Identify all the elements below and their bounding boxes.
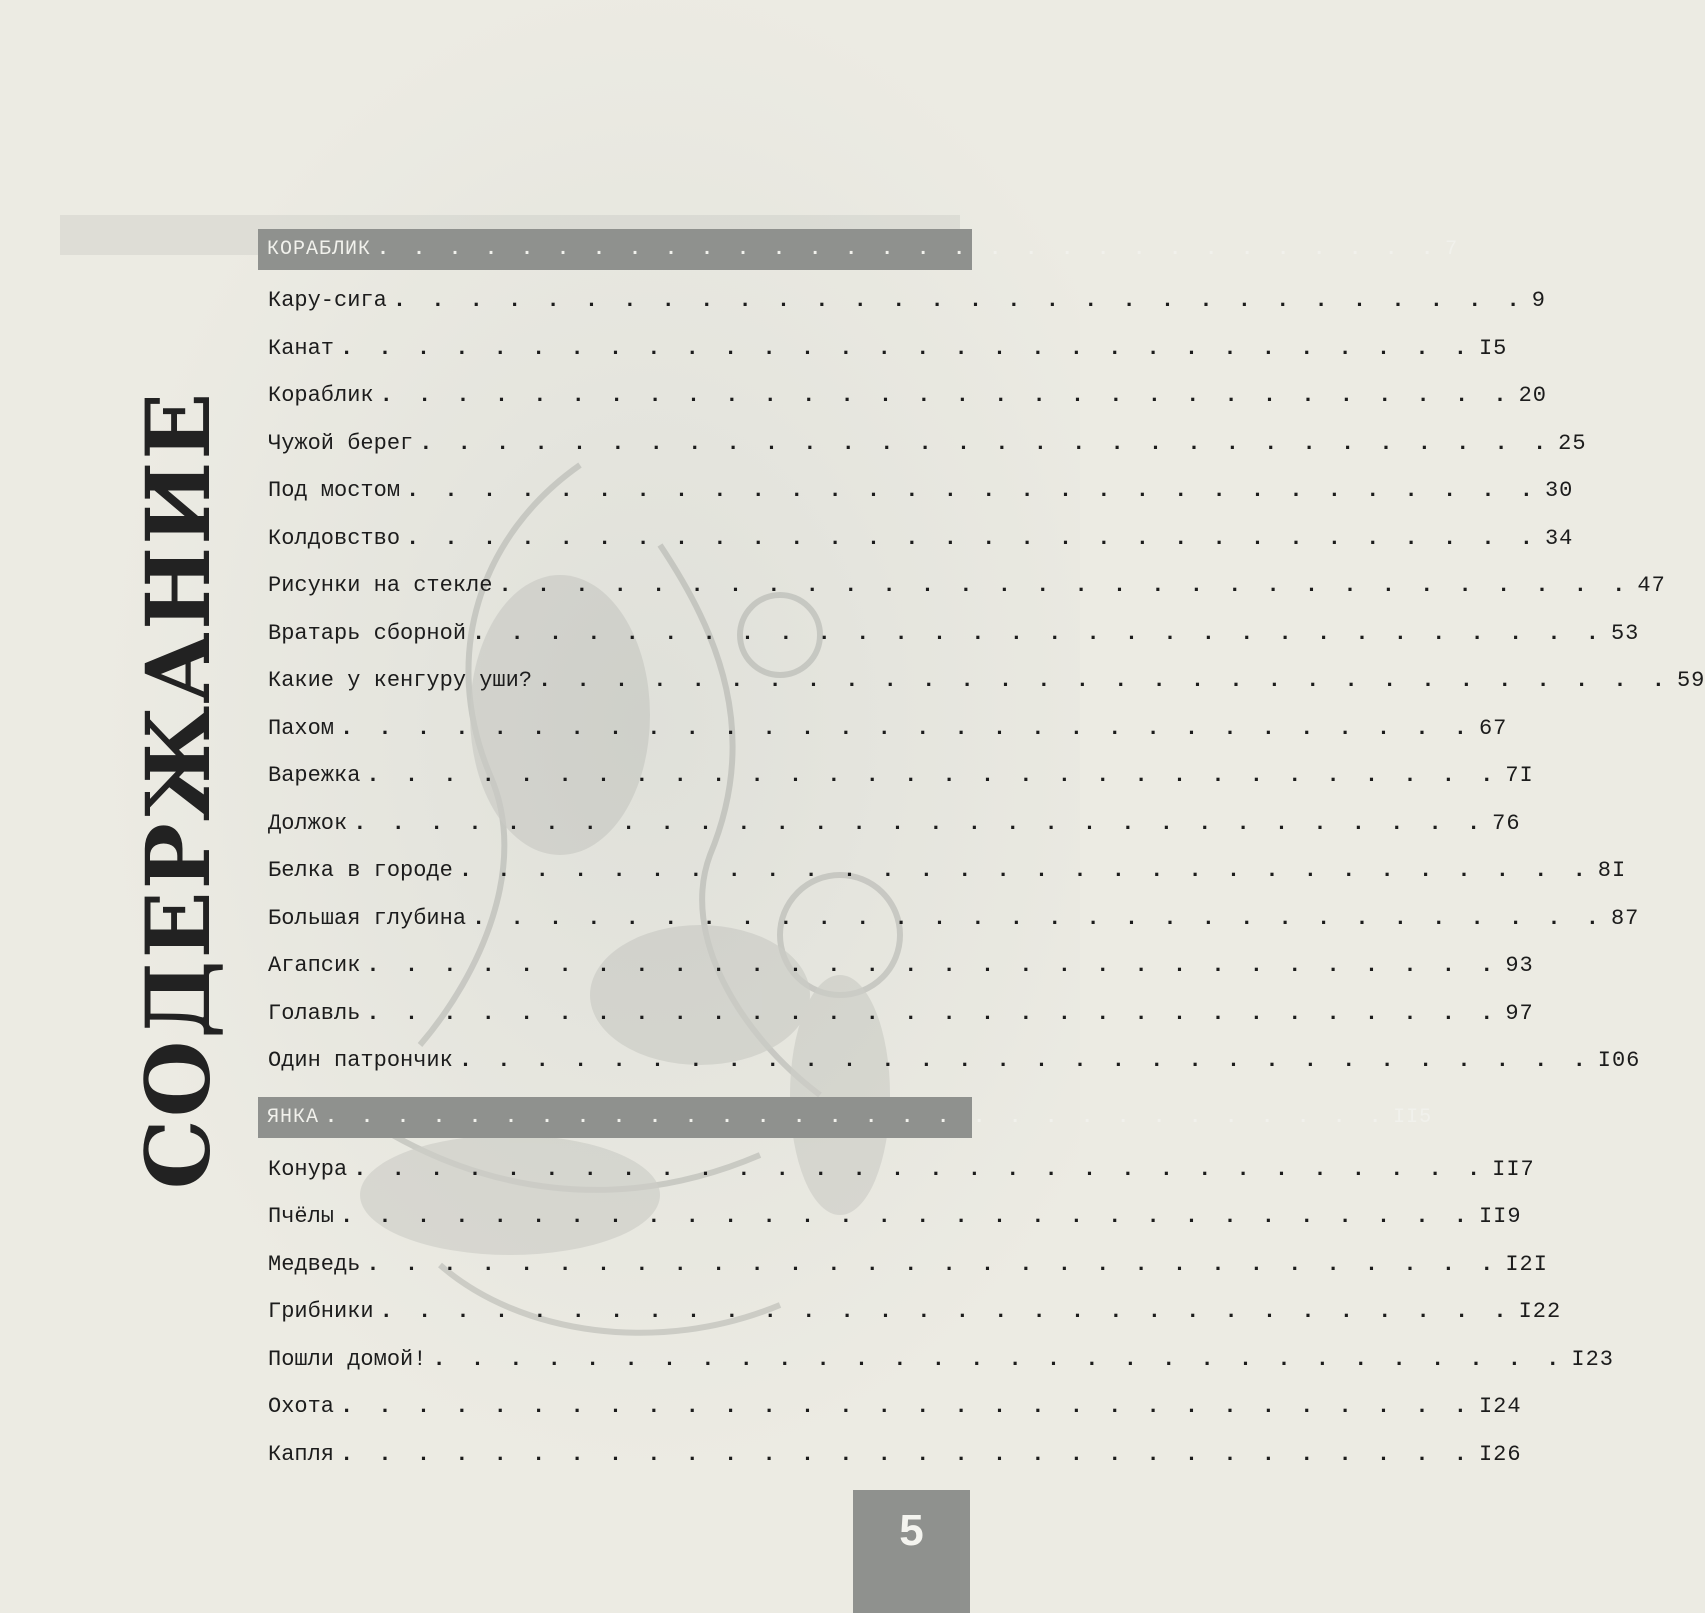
entry-title: Рисунки на стекле xyxy=(268,573,493,599)
entry-page-number: I24 xyxy=(1478,1394,1522,1420)
entry-page-number: 53 xyxy=(1610,620,1640,646)
dot-leader: . . . . . . . . . . . . . . . . . . . . . . . . . . . . . . xyxy=(379,383,1513,409)
toc-entry[interactable] xyxy=(258,895,1640,943)
entry-title: Под мостом xyxy=(268,478,401,504)
toc-entry[interactable] xyxy=(258,372,1547,420)
toc-entry[interactable] xyxy=(258,610,1640,658)
entry-title: Чужой берег xyxy=(268,430,414,456)
dot-leader: . . . . . . . . . . . . . . . . . . . . . . . . . . . . . . xyxy=(458,858,1592,884)
entry-page-number: 97 xyxy=(1505,1000,1534,1026)
dot-leader: . . . . . . . . . . . . . . . . . . . . . . . . . . . . . . xyxy=(406,478,1539,504)
entry-title: Грибники xyxy=(268,1299,374,1325)
entry-page-number: 59 xyxy=(1676,668,1705,694)
toc-entry[interactable] xyxy=(258,325,1508,373)
section-page-number: II5 xyxy=(1393,1105,1433,1129)
toc-entry[interactable] xyxy=(258,562,1666,610)
entry-title: Один патрончик xyxy=(268,1048,453,1074)
toc-entry[interactable] xyxy=(258,277,1546,325)
entry-title: Кораблик xyxy=(268,383,374,409)
section-spacer xyxy=(258,1085,972,1097)
entry-title: Медведь xyxy=(268,1251,361,1277)
dot-leader: . . . . . . . . . . . . . . . . . . . . . . . . . . . . . . xyxy=(340,335,1473,361)
dot-leader: . . . . . . . . . . . . . . . . . . . . . . . . . . . . . . xyxy=(458,1048,1592,1074)
dot-leader: . . . . . . . . . . . . . . . . . . . . . . . . . . . . . . xyxy=(340,1204,1473,1230)
entry-title: Вратарь сборной xyxy=(268,620,467,646)
page-number-text: 5 xyxy=(899,1506,924,1555)
entry-page-number: 93 xyxy=(1505,953,1534,979)
entry-title: Агапсик xyxy=(268,953,361,979)
toc-entry[interactable] xyxy=(258,1336,1614,1384)
entry-page-number: 7I xyxy=(1505,763,1534,789)
toc-entry[interactable] xyxy=(258,1383,1522,1431)
entry-page-number: I5 xyxy=(1478,335,1508,361)
section-header-korablik[interactable] xyxy=(258,229,1459,270)
entry-title: Большая глубина xyxy=(268,905,467,931)
toc-entry[interactable] xyxy=(258,942,1534,990)
dot-leader: . . . . . . . . . . . . . . . . . . . . . . . . . . . . . . xyxy=(325,1105,1388,1129)
dot-leader: . . . . . . . . . . . . . . . . . . . . . . . . . . . . . . xyxy=(392,288,1526,314)
dot-leader: . . . . . . . . . . . . . . . . . . . . . . . . . . . . . . xyxy=(538,668,1671,694)
toc-entry[interactable] xyxy=(258,1193,1522,1241)
entry-page-number: 76 xyxy=(1492,810,1521,836)
entry-page-number: I22 xyxy=(1518,1299,1562,1325)
toc-entry[interactable] xyxy=(258,1037,1641,1085)
toc-entry[interactable] xyxy=(258,705,1508,753)
dot-leader: . . . . . . . . . . . . . . . . . . . . . . . . . . . . . . xyxy=(353,810,1487,836)
dot-leader: . . . . . . . . . . . . . . . . . . . . . . . . . . . . . . xyxy=(472,905,1605,931)
entry-title: Белка в городе xyxy=(268,858,453,884)
entry-title: Охота xyxy=(268,1394,335,1420)
table-of-contents xyxy=(258,229,1705,1478)
section-title: ЯНКА xyxy=(267,1105,320,1129)
entry-title: Должок xyxy=(268,810,348,836)
entry-title: Пчёлы xyxy=(268,1204,335,1230)
toc-entry[interactable] xyxy=(258,1431,1522,1479)
dot-leader: . . . . . . . . . . . . . . . . . . . . . . . . . . . . . . xyxy=(366,763,1500,789)
dot-leader: . . . . . . . . . . . . . . . . . . . . . . . . . . . . . . xyxy=(377,238,1440,261)
page-number xyxy=(853,1490,970,1613)
dot-leader: . . . . . . . . . . . . . . . . . . . . . . . . . . . . . . xyxy=(340,715,1473,741)
section-entries-yanka xyxy=(258,1138,1614,1479)
entry-page-number: 20 xyxy=(1518,383,1547,409)
entry-page-number: I2I xyxy=(1505,1251,1548,1277)
dot-leader: . . . . . . . . . . . . . . . . . . . . . . . . . . . . . . xyxy=(366,953,1500,979)
toc-entry[interactable] xyxy=(258,467,1574,515)
toc-entry[interactable] xyxy=(258,847,1627,895)
entry-title: Пахом xyxy=(268,715,335,741)
entry-page-number: 47 xyxy=(1637,573,1666,599)
entry-title: Капля xyxy=(268,1441,335,1467)
entry-page-number: I26 xyxy=(1478,1441,1522,1467)
entry-title: Какие у кенгуру уши? xyxy=(268,668,533,694)
dot-leader: . . . . . . . . . . . . . . . . . . . . . . . . . . . . . . xyxy=(340,1441,1473,1467)
dot-leader: . . . . . . . . . . . . . . . . . . . . . . . . . . . . . . xyxy=(353,1156,1487,1182)
toc-entry[interactable] xyxy=(258,1288,1562,1336)
dot-leader: . . . . . . . . . . . . . . . . . . . . . . . . . . . . . . xyxy=(498,573,1632,599)
entry-title: Кару-сига xyxy=(268,288,387,314)
dot-leader: . . . . . . . . . . . . . . . . . . . . . . . . . . . . . . xyxy=(472,620,1605,646)
section-page-number: 7 xyxy=(1445,238,1459,261)
entry-title: Колдовство xyxy=(268,525,401,551)
entry-title: Варежка xyxy=(268,763,361,789)
entry-page-number: I23 xyxy=(1571,1346,1614,1372)
dot-leader: . . . . . . . . . . . . . . . . . . . . . . . . . . . . . . xyxy=(419,430,1553,456)
toc-entry[interactable] xyxy=(258,1241,1548,1289)
toc-entry[interactable] xyxy=(258,657,1705,705)
dot-leader: . . . . . . . . . . . . . . . . . . . . . . . . . . . . . . xyxy=(366,1251,1500,1277)
entry-page-number: 87 xyxy=(1610,905,1640,931)
toc-entry[interactable] xyxy=(258,1146,1535,1194)
entry-title: Пошли домой! xyxy=(268,1346,427,1372)
entry-page-number: 25 xyxy=(1558,430,1587,456)
dot-leader: . . . . . . . . . . . . . . . . . . . . . . . . . . . . . . xyxy=(432,1346,1566,1372)
entry-page-number: 34 xyxy=(1544,525,1574,551)
entry-page-number: 9 xyxy=(1531,288,1546,314)
section-header-yanka[interactable] xyxy=(258,1097,1433,1138)
entry-title: Канат xyxy=(268,335,335,361)
toc-entry[interactable] xyxy=(258,990,1534,1038)
dot-leader: . . . . . . . . . . . . . . . . . . . . . . . . . . . . . . xyxy=(366,1000,1500,1026)
entry-page-number: II9 xyxy=(1478,1204,1522,1230)
entry-title: Конура xyxy=(268,1156,348,1182)
entry-page-number: 67 xyxy=(1478,715,1508,741)
toc-entry[interactable] xyxy=(258,752,1534,800)
entry-page-number: I06 xyxy=(1597,1048,1641,1074)
dot-leader: . . . . . . . . . . . . . . . . . . . . . . . . . . . . . . xyxy=(340,1394,1473,1420)
entry-title: Голавль xyxy=(268,1000,361,1026)
entry-page-number: 30 xyxy=(1544,478,1574,504)
entry-page-number: II7 xyxy=(1492,1156,1535,1182)
dot-leader: . . . . . . . . . . . . . . . . . . . . . . . . . . . . . . xyxy=(406,525,1539,551)
section-title: КОРАБЛИК xyxy=(267,238,372,261)
toc-entry[interactable] xyxy=(258,515,1574,563)
toc-entry[interactable] xyxy=(258,800,1521,848)
contents-heading-text: СОДЕРЖАНИЕ xyxy=(126,390,230,1190)
dot-leader: . . . . . . . . . . . . . . . . . . . . . . . . . . . . . . xyxy=(379,1299,1513,1325)
section-entries-korablik xyxy=(258,270,1705,1085)
entry-page-number: 8I xyxy=(1597,858,1627,884)
toc-entry[interactable] xyxy=(258,420,1587,468)
contents-heading xyxy=(126,390,230,1190)
